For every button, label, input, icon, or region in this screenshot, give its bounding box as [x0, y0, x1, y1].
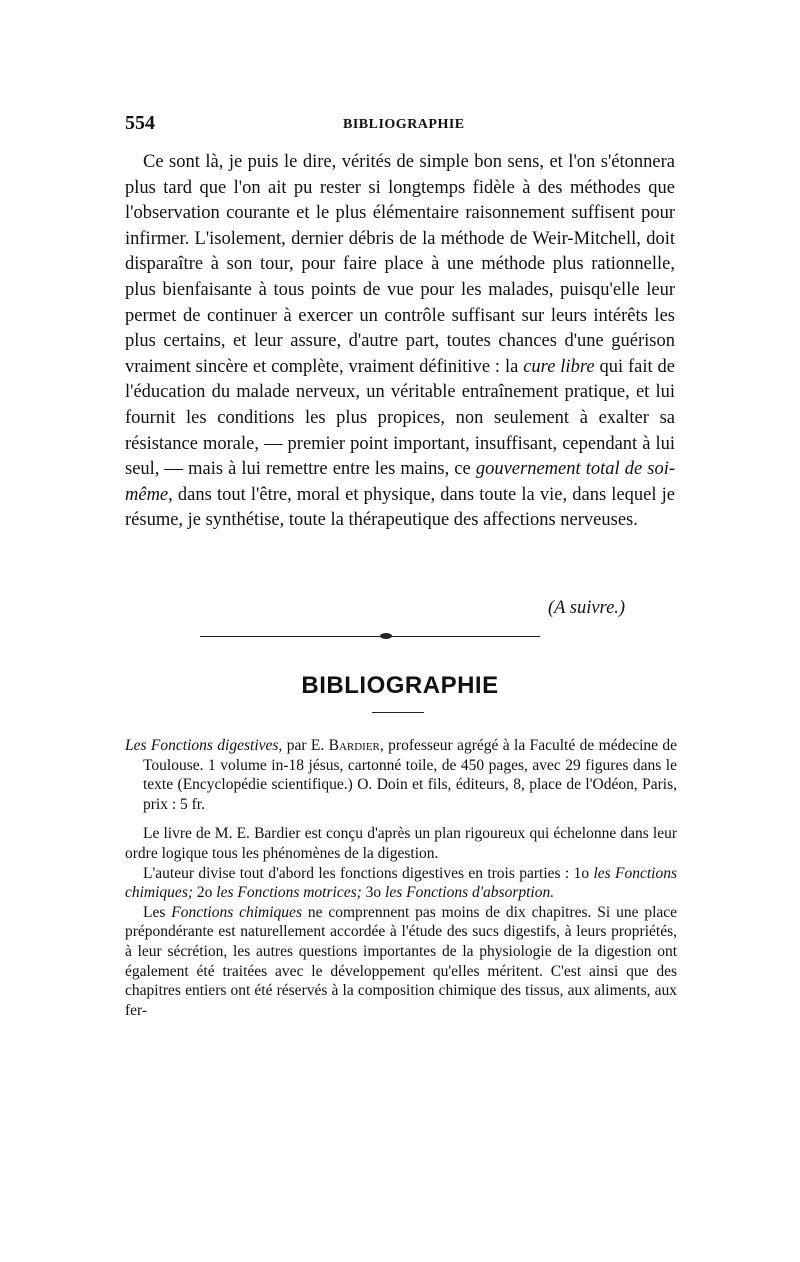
bibliography-section	[125, 736, 677, 1020]
review-p3-title: Fonctions chimiques	[171, 903, 302, 921]
divider-ornament	[380, 633, 392, 639]
review-paragraph-1: Le livre de M. E. Bardier est conçu d'après un plan rigoureux qui échelonne dans leur ordre logique tous les phénomènes de la digestion.	[125, 825, 677, 862]
cure-libre-emphasis: cure libre	[523, 356, 595, 377]
part-3-title: les Fonctions d'absorption.	[385, 884, 555, 902]
title-underline	[372, 712, 424, 713]
review-paragraph-2	[125, 864, 677, 903]
part-2-title: les Fonctions motrices;	[216, 884, 362, 902]
section-divider	[200, 636, 540, 638]
gouvernement-emphasis: gouvernement total de soi-même,	[125, 459, 675, 505]
paragraph-part3: dans tout l'être, moral et physique, dans toute la vie, dans lequel je résume, je synthétise, toute la thérapeutique des affections nerveuses.	[125, 484, 675, 531]
paragraph-part2: qui fait de l'éducation du malade nerveux, un véritable entraînement pratique, et lui fournit les conditions les plus propices, non seulement à exalter sa résistance morale, — premier point important, insuffisant, cependant à lui seul, — mais à lui remettre entre les mains, ce	[125, 356, 676, 480]
bibliography-entry	[125, 736, 677, 814]
paragraph-part1: Ce sont là, je puis le dire, vérités de simple bon sens, et l'on s'étonnera plus tard que l'on ait pu rester si longtemps fidèle à des méthodes que l'observation courante et le plus élémentaire raisonnement suffisent pour infirmer. L'isolement, dernier débris de la méthode de Weir-Mitchell, doit disparaître à son tour, pour faire place à une méthode plus rationnelle, plus bienfaisante à tous points de vue pour les malades, puisqu'elle leur permet de continuer à exercer un contrôle suffisant sur leurs intérêts les plus certains, et leur assure, d'autre part, toutes chances d'une guérison vraiment sincère et complète, vraiment définitive : la	[125, 152, 675, 377]
author-name: Bardier	[328, 737, 380, 754]
part-2-number: 2o	[196, 884, 213, 902]
main-text	[125, 150, 675, 534]
section-title: BIBLIOGRAPHIE	[301, 672, 499, 699]
page-number: 554	[125, 112, 155, 134]
review-p3-lead: Les	[143, 903, 166, 921]
review-p2-intro: L'auteur divise tout d'abord les fonctions digestives en trois parties :	[143, 864, 570, 882]
to-be-continued: (A suivre.)	[548, 598, 626, 618]
part-3-number: 3o	[365, 884, 382, 902]
entry-details: , professeur agrégé à la Faculté de médecine de Toulouse. 1 volume in-18 jésus, cartonné toile, de 450 pages, avec 29 figures dans le texte (Encyclopédie scientifique.) O. Doin et fils, éditeurs, 8, place de l'Odéon, Paris, prix : 5 fr.	[143, 737, 678, 813]
review-p3-rest: ne comprennent pas moins de dix chapitres. Si une place prépondérante est naturellement accordée à l'étude des sucs digestifs, à leurs propriétés, à leur sécrétion, les autres questions importantes de la physiologie de la digestion ont également été traitées avec le développement qu'elles méritent. C'est ainsi que des chapitres entiers ont été réservés à la composition chimique des tissus, aux aliments, aux fer-	[125, 903, 678, 1019]
continued-paragraph	[125, 150, 675, 534]
book-title: Les Fonctions digestives,	[125, 737, 283, 754]
running-head: BIBLIOGRAPHIE	[343, 117, 465, 132]
divider-line	[200, 636, 540, 637]
part-1-number: 1o	[573, 864, 590, 882]
review-paragraph-3	[125, 903, 677, 1021]
part-1-title: les Fonctions chimiques;	[125, 864, 678, 902]
entry-par: par E.	[286, 737, 325, 754]
page-header	[125, 112, 685, 136]
